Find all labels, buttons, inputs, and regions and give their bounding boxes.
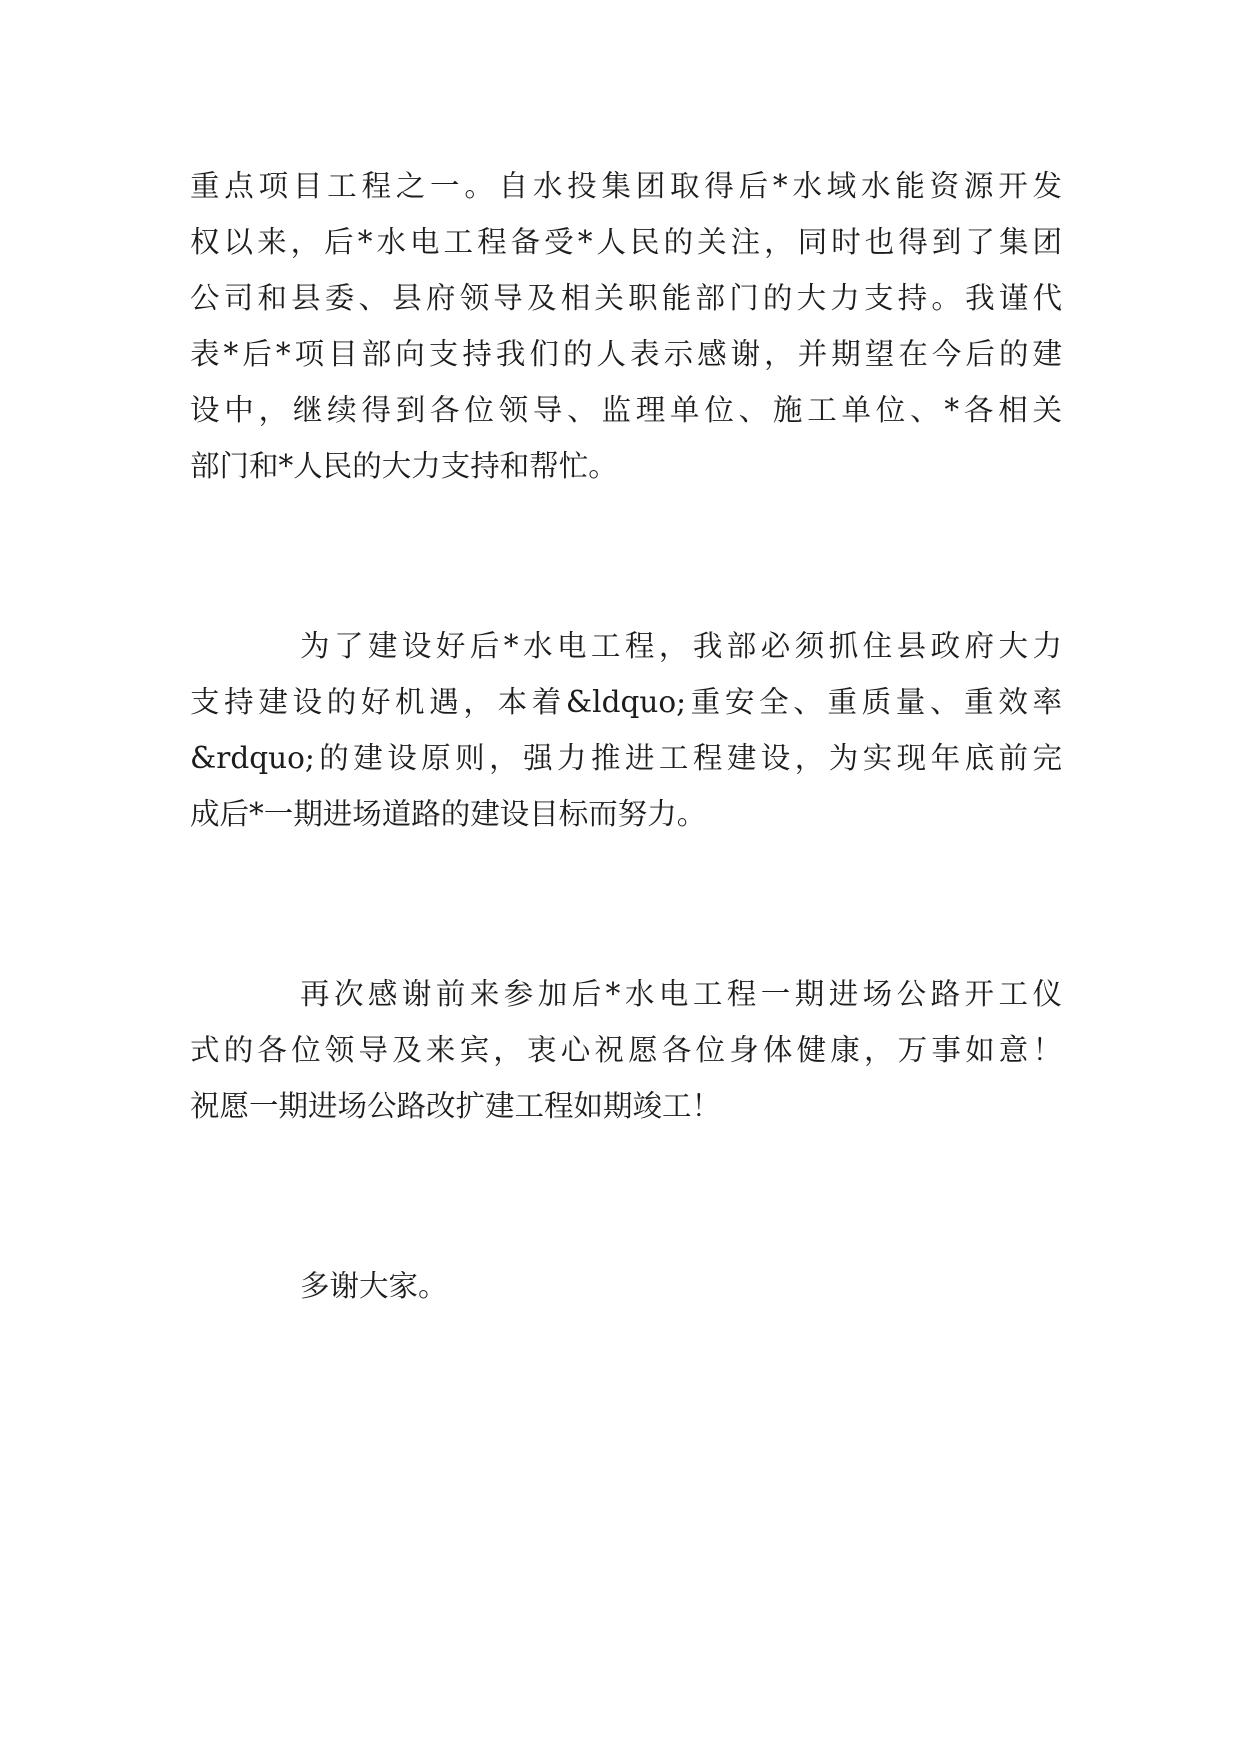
text-line: 权以来，后*水电工程备受*人民的关注，同时也得到了集团 [190, 225, 1062, 259]
text-line: 公司和县委、县府领导及相关职能部门的大力支持。我谨代 [190, 281, 1062, 315]
text-line: 设中，继续得到各位领导、监理单位、施工单位、*各相关 [190, 393, 1062, 427]
text-line: 部门和*人民的大力支持和帮忙。 [190, 449, 618, 483]
text-line: 成后*一期进场道路的建设目标而努力。 [190, 797, 707, 831]
text-line: 为了建设好后*水电工程，我部必须抓住县政府大力 [300, 629, 1062, 663]
text-line: &rdquo;的建设原则，强力推进工程建设，为实现年底前完 [190, 741, 1062, 775]
text-line: 祝愿一期进场公路改扩建工程如期竣工！ [190, 1089, 722, 1123]
text-line: 多谢大家。 [300, 1269, 448, 1303]
text-line: 支持建设的好机遇，本着&ldquo;重安全、重质量、重效率 [190, 685, 1062, 719]
text-line: 再次感谢前来参加后*水电工程一期进场公路开工仪 [300, 977, 1062, 1011]
text-line: 重点项目工程之一。自水投集团取得后*水域水能资源开发 [190, 169, 1062, 203]
text-line: 式的各位领导及来宾，衷心祝愿各位身体健康，万事如意！ [190, 1033, 1062, 1067]
text-line: 表*后*项目部向支持我们的人表示感谢，并期望在今后的建 [190, 337, 1062, 371]
